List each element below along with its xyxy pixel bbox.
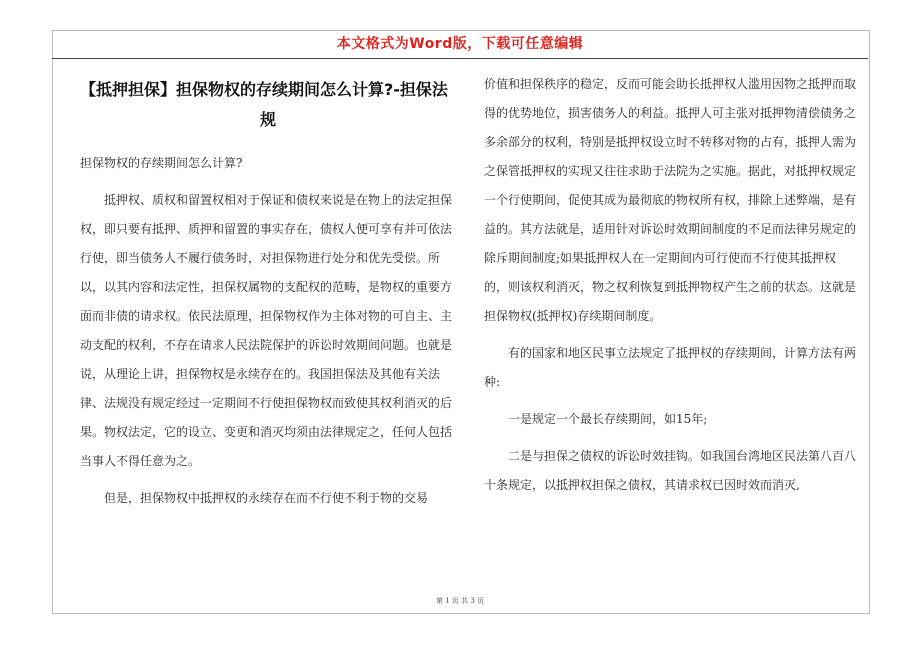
- word-format-notice: 本文格式为Word版，下载可任意编辑: [336, 36, 584, 52]
- body-paragraph: 一是规定一个最长存续期间，如15年;: [508, 412, 708, 426]
- document-title: [80, 75, 456, 135]
- body-paragraph: 二是与担保之债权的诉讼时效挂钩。如我国台湾地区民法第八百八十条规定，以抵押权担保之债权，其请求权已因时效而消灭,: [484, 449, 857, 492]
- body-paragraph: 价值和担保秩序的稳定，反而可能会助长抵押权人滥用因物之抵押而取得的优势地位，损害债务人的利益。抵押人可主张对抵押物清偿债务之多余部分的权利，特别是抵押权设立时不转移对物的占有，抵押人需为之保管抵押权的实现又往往求助于法院为之实施。据此，对抵押权规定一个行使期间，促使其成为最彻底的物权所有权，排除上述弊端，是有益的。其方法就是，适用针对诉讼时效期间制度的不足而法律另规定的除斥期间制度;如果抵押权人在一定期间内可行使而不行使其抵押权的，则该权利消灭，物之权利恢复到抵押物权产生之前的状态。这就是担保物权(抵押权)存续期间制度。: [484, 77, 857, 323]
- title-line-2: 规: [259, 110, 276, 129]
- body-paragraph: 有的国家和地区民事立法规定了抵押权的存续期间，计算方法有两种:: [484, 346, 857, 389]
- right-column: [484, 70, 856, 500]
- body-paragraph: 抵押权、质权和留置权相对于保证和债权来说是在物上的法定担保权，即只要有抵押、质押和留置的事实存在，债权人便可享有并可依法行使，即当债务人不履行债务时，对担保物进行处分和优先受偿。所以，以其内容和法定性，担保权属物的支配权的范畴，是物权的重要方面而非债的请求权。依民法原理，担保物权作为主体对物的可自主、主动支配的权利，不存在请求人民法院保护的诉讼时效期间问题。也就是说，从理论上讲，担保物权是永续存在的。我国担保法及其他有关法律、法规没有规定经过一定期间不行使担保物权而致使其权利消灭的后果。物权法定，它的设立、变更和消灭均须由法律规定之，任何人包括当事人不得任意为之。: [80, 193, 453, 468]
- body-paragraph: 但是，担保物权中抵押权的永续存在而不行使不利于物的交易: [104, 491, 429, 505]
- page-number: 第 1 页 共 3 页: [435, 597, 485, 605]
- left-column: [80, 75, 456, 513]
- section-question: 担保物权的存续期间怎么计算?: [80, 156, 243, 170]
- header-divider: [52, 58, 868, 59]
- title-line-1: 【抵押担保】担保物权的存续期间怎么计算?-担保法: [80, 80, 448, 99]
